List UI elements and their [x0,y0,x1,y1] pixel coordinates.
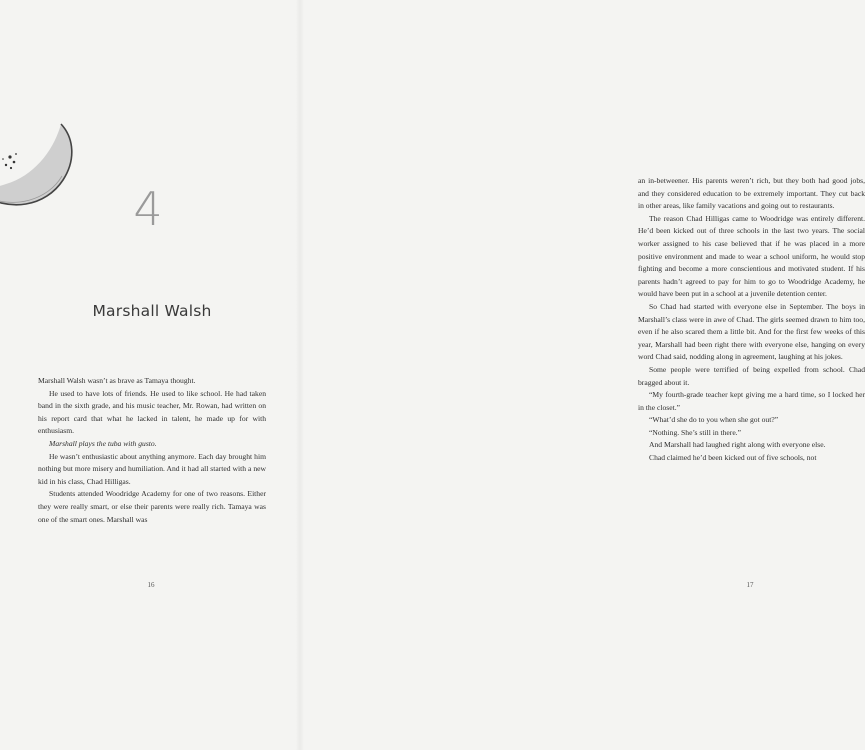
paragraph: an in-betweener. His parents weren’t rich, but they both had good jobs, and they considered education to be extremely important. They cut back in other areas, like family vacations and going out to restaurants. [638,176,865,211]
paragraph: Chad claimed he’d been kicked out of five schools, not [649,453,817,463]
paragraph: And Marshall had laughed right along with everyone else. [649,440,826,450]
left-page-body [38,375,266,526]
paragraph: Marshall Walsh wasn’t as brave as Tamaya thought. [38,376,196,385]
paragraph: He used to have lots of friends. He used to like school. He had taken band in the sixth grade, and his music teacher, Mr. Rowan, had written on his report card that what he lacked in talent, he made up for with enthusiasm. [38,388,266,436]
right-page [300,0,865,750]
page-number: 16 [147,581,155,589]
paragraph: So Chad had started with everyone else in September. The boys in Marshall’s class were in awe of Chad. The girls seemed drawn to him too, even if he also scared them a little bit. And for the first few weeks of this year, Marshall had been right there with everyone else, hanging on every word Chad said, nodding along in agreement, laughing at his jokes. [638,301,865,362]
page-number: 17 [746,581,754,589]
paragraph: Marshall plays the tuba with gusto. [49,438,157,448]
chapter-title: Marshall Walsh [92,302,212,320]
paragraph: Students attended Woodridge Academy for one of two reasons. Either they were really smart, or else their parents were really rich. Tamaya was one of the smart ones. Marshall was [38,489,266,524]
right-page-body [638,175,865,465]
left-page [0,0,300,750]
paragraph: He wasn’t enthusiastic about anything anymore. Each day brought him nothing but more misery and humiliation. And it had all started with a new kid in his class, Chad Hilligas. [38,451,266,486]
paragraph: “My fourth-grade teacher kept giving me a hard time, so I locked her in the closet.” [638,390,865,412]
paragraph: “Nothing. She’s still in there.” [649,427,741,437]
paragraph: “What’d she do to you when she got out?” [649,415,779,425]
paragraph: The reason Chad Hilligas came to Woodridge was entirely different. He’d been kicked out of three schools in the last two years. The social worker assigned to his case believed that if he was placed in a more positive environment and made to wear a school uniform, he would stop fighting and become a more conscientious and motivated student. If his parents hadn’t agreed to pay for him to go to Woodridge Academy, he would have been put in a school at a juvenile detention center. [638,213,865,299]
chapter-number: 4 [133,182,163,236]
paragraph: Some people were terrified of being expelled from school. Chad bragged about it. [638,364,865,387]
moon-illustration-icon [0,88,85,216]
